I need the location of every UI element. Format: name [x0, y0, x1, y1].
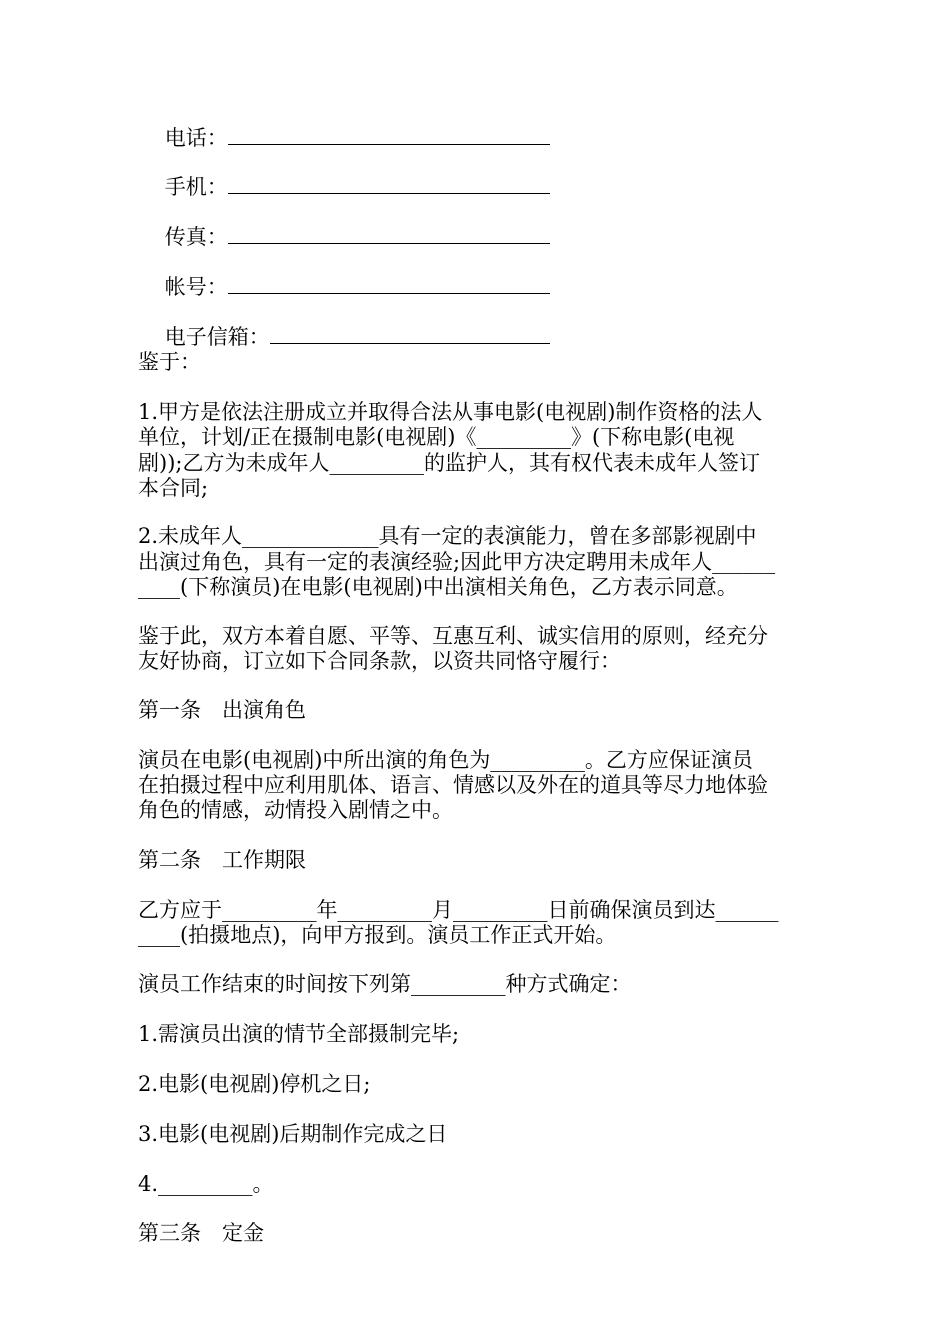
email-blank — [270, 325, 550, 344]
phone-blank — [228, 126, 550, 145]
whereas-item1-line1: 1.甲方是依法注册成立并取得合法从事电影(电视剧)制作资格的法人 — [138, 400, 763, 424]
whereas-item2-line3: ____(下称演员)在电影(电视剧)中出演相关角色，乙方表示同意。 — [138, 575, 738, 599]
mobile-blank — [228, 175, 550, 194]
article2-option1: 1.需演员出演的情节全部摄制完毕; — [138, 1022, 460, 1046]
email-label: 电子信箱： — [164, 325, 270, 349]
whereas-conclusion-line2: 友好协商，订立如下合同条款，以资共同恪守履行： — [138, 649, 621, 673]
article2-option2: 2.电影(电视剧)停机之日; — [138, 1072, 371, 1096]
article1-heading: 第一条 出演角色 — [138, 698, 306, 722]
account-blank — [228, 275, 550, 294]
mobile-label: 手机： — [164, 175, 228, 199]
phone-label: 电话： — [164, 126, 228, 150]
whereas-conclusion-line1: 鉴于此，双方本着自愿、平等、互惠互利、诚实信用的原则，经充分 — [138, 624, 768, 648]
whereas-item1-line3: 剧));乙方为未成年人_________的监护人，其有权代表未成年人签订 — [138, 451, 760, 475]
article2-line2: ____(拍摄地点)，向甲方报到。演员工作正式开始。 — [138, 923, 617, 947]
fax-label: 传真： — [164, 225, 228, 249]
article2-option4: 4._________。 — [138, 1172, 274, 1196]
account-label: 帐号： — [164, 275, 228, 299]
article1-line1: 演员在电影(电视剧)中所出演的角色为_________。乙方应保证演员 — [138, 748, 753, 772]
article2-heading: 第二条 工作期限 — [138, 848, 306, 872]
whereas-item2-line2: 出演过角色，具有一定的表演经验;因此甲方决定聘用未成年人______ — [138, 550, 776, 574]
whereas-heading: 鉴于： — [138, 350, 201, 374]
article2-end-method: 演员工作结束的时间按下列第_________种方式确定： — [138, 972, 632, 996]
article2-line1: 乙方应于_________年_________月_________日前确保演员到达______ — [138, 898, 779, 922]
article1-line3: 角色的情感，动情投入剧情之中。 — [138, 798, 453, 822]
whereas-item1-line4: 本合同; — [138, 476, 209, 500]
article1-line2: 在拍摄过程中应利用肌体、语言、情感以及外在的道具等尽力地体验 — [138, 773, 768, 797]
whereas-item2-line1: 2.未成年人_____________具有一定的表演能力，曾在多部影视剧中 — [138, 524, 757, 548]
article3-heading: 第三条 定金 — [138, 1221, 264, 1245]
article2-option3: 3.电影(电视剧)后期制作完成之日 — [138, 1122, 448, 1146]
fax-blank — [228, 225, 550, 244]
whereas-item1-line2: 单位，计划/正在摄制电影(电视剧)《_________》(下称电影(电视 — [138, 425, 735, 449]
